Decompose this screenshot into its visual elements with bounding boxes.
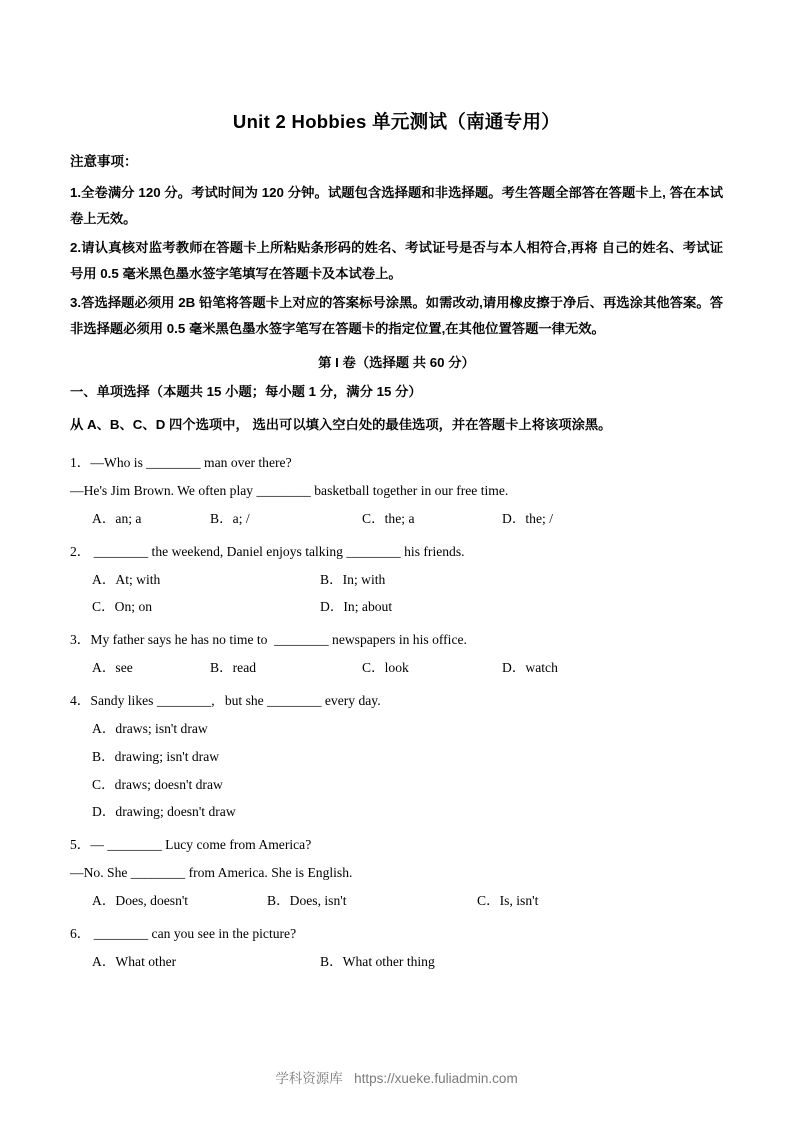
question-5 <box>70 831 723 915</box>
question-6 <box>70 920 723 976</box>
option-row <box>70 505 723 533</box>
option-a[interactable]: A．an; a <box>92 510 142 526</box>
section-instruction: 从 A、B、C、D 四个选项中， 选出可以填入空白处的最佳选项，并在答题卡上将该项涂黑。 <box>70 416 612 432</box>
option-c[interactable]: C．On; on <box>92 599 153 615</box>
notice-item-2: 2.请认真核对监考教师在答题卡上所粘贴条形码的姓名、考试证号是否与本人相符合,再将 自己的姓名、考试证号用 0.5 毫米黑色墨水签字笔填写在答题卡及本试卷上。 <box>70 239 723 281</box>
page-footer <box>0 1067 793 1087</box>
question-1 <box>70 449 723 533</box>
option-b[interactable]: B．read <box>210 660 257 676</box>
option-d[interactable]: D．drawing; doesn't draw <box>92 804 236 820</box>
option-b[interactable]: B．What other thing <box>320 953 435 969</box>
option-b[interactable]: B．Does, isn't <box>267 892 347 908</box>
option-c[interactable]: C．Is, isn't <box>477 892 539 908</box>
section-multiple-choice-heading: 一、单项选择（本题共 15 小题；每小题 1 分，满分 15 分） <box>70 383 422 399</box>
question-continuation: —No. She ________ from America. She is English. <box>70 865 353 881</box>
option-row <box>70 654 723 682</box>
question-3 <box>70 626 723 682</box>
question-stem: 3．My father says he has no time to ________ newspapers in his office. <box>70 632 467 648</box>
option-row <box>70 887 723 915</box>
option-b[interactable]: B．drawing; isn't draw <box>92 748 220 764</box>
option-d[interactable]: D．the; / <box>502 510 553 526</box>
question-continuation: —He's Jim Brown. We often play ________ basketball together in our free time. <box>70 482 509 498</box>
document-content <box>70 110 723 981</box>
option-a[interactable]: A．What other <box>92 953 177 969</box>
page-title: Unit 2 Hobbies 单元测试（南通专用） <box>232 111 561 132</box>
question-2 <box>70 538 723 622</box>
notice-heading: 注意事项： <box>70 154 138 170</box>
option-a[interactable]: A．see <box>92 660 133 676</box>
option-b[interactable]: B．In; with <box>320 571 386 587</box>
option-stack <box>70 715 723 826</box>
option-row <box>70 948 723 976</box>
option-c[interactable]: C．look <box>362 660 409 676</box>
option-row <box>70 593 723 621</box>
notice-item-3: 3.答选择题必须用 2B 铅笔将答题卡上对应的答案标号涂黑。如需改动,请用橡皮擦于净后、再选涂其他答案。答非选择题必须用 0.5 毫米黑色墨水签字笔写在答题卡的指定位置,在其他位置答题一律无效。 <box>70 294 723 336</box>
option-row <box>70 566 723 594</box>
question-stem: 5．— ________ Lucy come from America? <box>70 837 312 853</box>
option-d[interactable]: D．In; about <box>320 599 393 615</box>
option-c[interactable]: C．draws; doesn't draw <box>92 776 223 792</box>
notice-item-1: 1.全卷满分 120 分。考试时间为 120 分钟。试题包含选择题和非选择题。考生答题全部答在答题卡上, 答在本试卷上无效。 <box>70 185 723 226</box>
option-c[interactable]: C．the; a <box>362 510 415 526</box>
question-4 <box>70 687 723 826</box>
question-stem: 4．Sandy likes ________, but she ________ every day. <box>70 692 381 708</box>
question-stem: 2． ________ the weekend, Daniel enjoys talking ________ his friends. <box>70 543 465 559</box>
question-stem: 1．—Who is ________ man over there? <box>70 455 292 471</box>
part-one-heading: 第 I 卷（选择题 共 60 分） <box>318 354 475 370</box>
question-stem: 6． ________ can you see in the picture? <box>70 925 297 941</box>
option-a[interactable]: A．Does, doesn't <box>92 892 189 908</box>
watermark-url: https://xueke.fuliadmin.com <box>354 1071 518 1086</box>
option-a[interactable]: A．At; with <box>92 571 161 587</box>
watermark-brand: 学科资源库 <box>275 1071 343 1086</box>
option-d[interactable]: D．watch <box>502 660 558 676</box>
option-b[interactable]: B．a; / <box>210 510 250 526</box>
option-a[interactable]: A．draws; isn't draw <box>92 720 208 736</box>
